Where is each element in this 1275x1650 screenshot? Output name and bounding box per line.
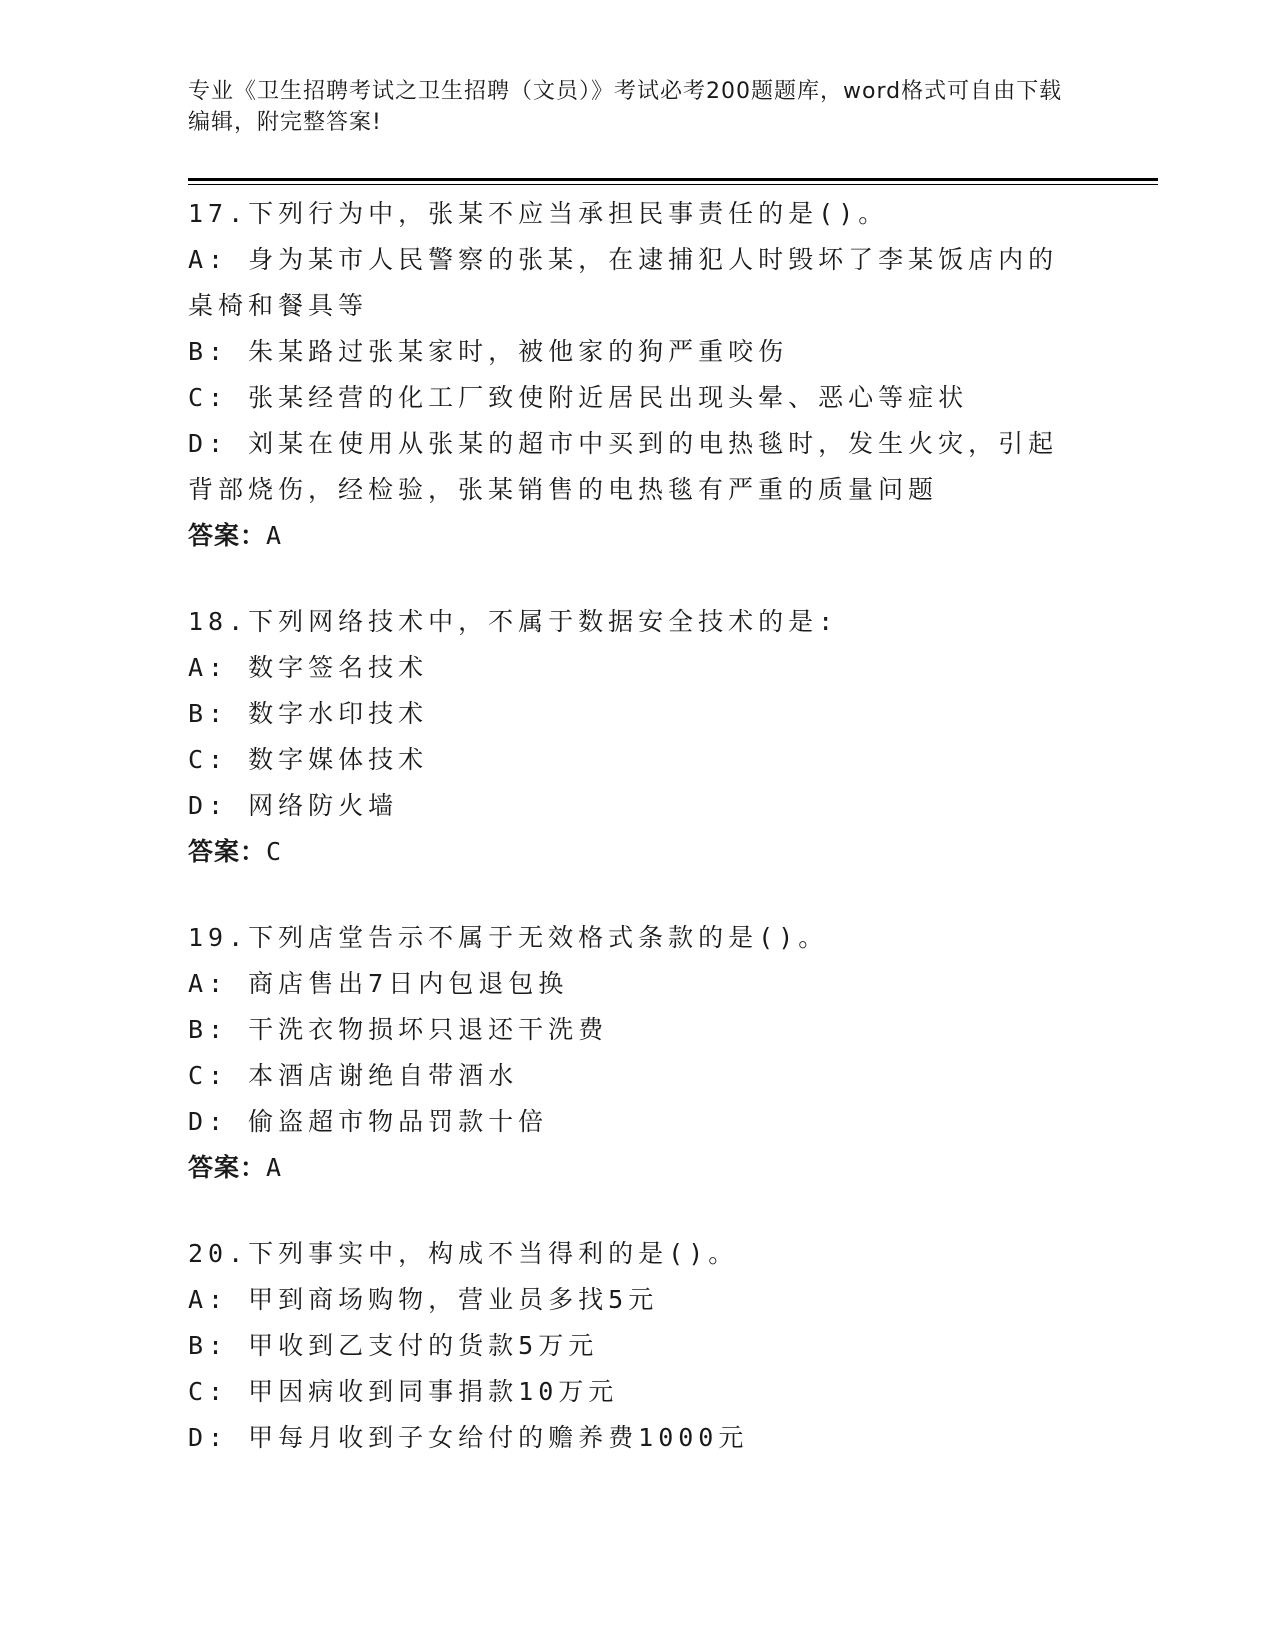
option-a: A: 身为某市人民警察的张某，在逮捕犯人时毁坏了李某饭店内的桌椅和餐具等: [188, 245, 1059, 320]
answer-value: A: [266, 1153, 283, 1182]
option-c: C: 数字媒体技术: [188, 745, 429, 774]
answer-line: [188, 1145, 1088, 1191]
option-c: C: 本酒店谢绝自带酒水: [188, 1061, 519, 1090]
answer-line: [188, 513, 1088, 559]
option-d: D: 甲每月收到子女给付的赡养费1000元: [188, 1423, 749, 1452]
option-a: A: 数字签名技术: [188, 653, 429, 682]
question-stem: 18.下列网络技术中，不属于数据安全技术的是:: [188, 607, 839, 636]
option-a: A: 甲到商场购物，营业员多找5元: [188, 1285, 659, 1314]
question-17: [188, 191, 1088, 559]
question-20: [188, 1231, 1088, 1461]
option-a: A: 商店售出7日内包退包换: [188, 969, 569, 998]
question-list: [188, 191, 1088, 1501]
question-stem: 17.下列行为中，张某不应当承担民事责任的是()。: [188, 199, 889, 228]
question-stem: 19.下列店堂告示不属于无效格式条款的是()。: [188, 923, 829, 952]
header-divider-thick: [188, 178, 1158, 181]
option-b: B: 干洗衣物损坏只退还干洗费: [188, 1015, 609, 1044]
question-19: [188, 915, 1088, 1191]
answer-value: A: [266, 521, 283, 550]
answer-label: 答案：: [188, 837, 267, 866]
answer-label: 答案：: [188, 521, 267, 550]
option-b: B: 甲收到乙支付的货款5万元: [188, 1331, 599, 1360]
option-c: C: 张某经营的化工厂致使附近居民出现头晕、恶心等症状: [188, 383, 969, 412]
document-header: 专业《卫生招聘考试之卫生招聘（文员）》考试必考200题题库，word格式可自由下载编辑，附完整答案!: [188, 79, 1063, 135]
header-divider-thin: [188, 184, 1158, 185]
option-d: D: 网络防火墙: [188, 791, 399, 820]
option-d: D: 刘某在使用从张某的超市中买到的电热毯时，发生火灾，引起背部烧伤，经检验，张某销售的电热毯有严重的质量问题: [188, 429, 1059, 504]
option-d: D: 偷盗超市物品罚款十倍: [188, 1107, 549, 1136]
question-18: [188, 599, 1088, 875]
option-b: B: 数字水印技术: [188, 699, 429, 728]
answer-label: 答案：: [188, 1153, 267, 1182]
option-b: B: 朱某路过张某家时，被他家的狗严重咬伤: [188, 337, 789, 366]
question-stem: 20.下列事实中，构成不当得利的是()。: [188, 1239, 739, 1268]
answer-line: [188, 829, 1088, 875]
option-c: C: 甲因病收到同事捐款10万元: [188, 1377, 619, 1406]
answer-value: C: [266, 837, 283, 866]
